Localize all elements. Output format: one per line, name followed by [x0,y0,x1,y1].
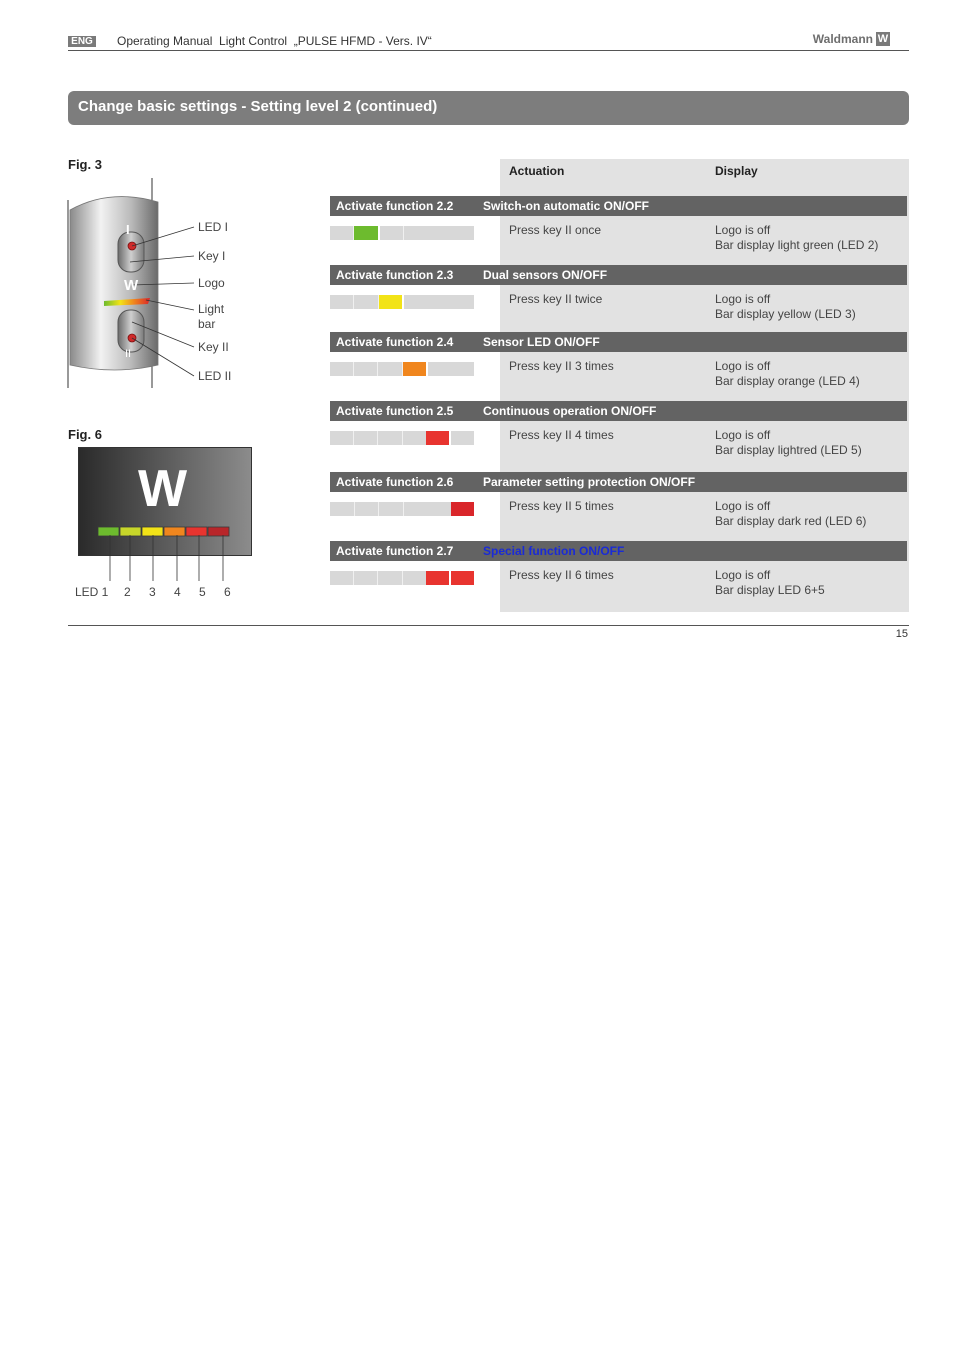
function-number: Activate function 2.4 [336,335,454,349]
control-unit-illustration [60,170,260,395]
led-segment-6 [451,226,474,240]
key1-symbol: I [126,222,130,237]
function-header-bar [330,196,907,216]
led-segment-6 [451,502,475,516]
fig6-led-label-5: 5 [199,585,206,599]
led-segment-3 [380,226,404,240]
fig3-diagram [60,170,260,395]
led-segment-6 [451,362,474,376]
fig6-label: Fig. 6 [68,427,102,442]
fig6-led-label-3: 3 [149,585,156,599]
led-segment-1 [330,362,354,376]
led-segment-2 [354,431,378,445]
led-bar-indicator [330,362,474,376]
callout-key2: Key II [198,340,229,354]
fig3-label: Fig. 3 [68,157,102,172]
display-text-line2: Bar display yellow (LED 3) [715,307,856,321]
led-segment-5 [427,226,450,240]
actuation-text: Press key II twice [509,292,603,306]
header-rule [68,50,909,51]
function-name: Special function ON/OFF [483,544,625,558]
led-segment-1 [330,226,354,240]
section-title: Change basic settings - Setting level 2 (continued) [78,98,438,115]
page-number: 15 [895,628,908,640]
logo-symbol: W [124,277,139,294]
fig6-leader-lines [78,535,252,585]
led-bar-indicator [330,295,474,309]
fig6-logo-symbol: W [138,460,188,518]
display-text-line1: Logo is off [715,359,771,373]
led-segment-5 [426,431,451,445]
led-segment-4 [404,502,428,516]
led-segment-3 [378,571,402,585]
callout-light-bar-line1: Light [198,302,225,316]
column-header-actuation: Actuation [509,164,565,178]
fig6-led-label-4: 4 [174,585,181,599]
led-segment-4 [404,295,427,309]
actuation-text: Press key II 4 times [509,428,614,442]
led-segment-5 [427,295,450,309]
fig6-led-label-6: 6 [224,585,231,599]
function-name: Switch-on automatic ON/OFF [483,199,650,213]
actuation-text: Press key II 6 times [509,568,614,582]
led-segment-3 [379,295,404,309]
function-name: Sensor LED ON/OFF [483,335,600,349]
function-header-bar [330,332,907,352]
column-header-display: Display [715,164,758,178]
function-header-bar [330,265,907,285]
function-header-bar [330,401,907,421]
function-name: Dual sensors ON/OFF [483,268,608,282]
callout-led1: LED I [198,220,229,234]
led-segment-1 [330,431,354,445]
display-text-line1: Logo is off [715,499,771,513]
key2-symbol: II [125,348,132,360]
display-text-line2: Bar display lightred (LED 5) [715,443,862,457]
actuation-text: Press key II 3 times [509,359,614,373]
fig6-led-label-1: LED 1 [75,585,109,599]
led-segment-3 [379,502,404,516]
led-segment-1 [330,571,354,585]
led-segment-3 [378,431,402,445]
led-segment-4 [403,362,428,376]
brand-name: Waldmann [812,32,873,46]
callout-light-bar [198,302,224,332]
footer-rule [68,625,909,626]
led-segment-6 [451,571,474,585]
led-segment-6 [451,431,474,445]
led-bar-indicator [330,431,474,445]
brand [813,32,890,46]
display-text-line2: Bar display dark red (LED 6) [715,514,867,528]
fig6-led-label-2: 2 [124,585,131,599]
led-segment-2 [354,362,378,376]
led-segment-2 [354,295,378,309]
led-segment-2 [355,502,380,516]
display-text-line1: Logo is off [715,428,771,442]
language-badge: ENG [68,36,96,47]
led-segment-3 [378,362,402,376]
display-text-line2: Bar display LED 6+5 [715,583,825,597]
function-number: Activate function 2.3 [336,268,454,282]
led-bar-indicator [330,226,474,240]
led-segment-4 [404,226,427,240]
led-bar-indicator [330,502,474,516]
led-segment-2 [354,226,379,240]
actuation-text: Press key II 5 times [509,499,614,513]
led-segment-4 [403,431,426,445]
callout-logo: Logo [198,276,225,290]
display-text-line1: Logo is off [715,223,771,237]
led-segment-6 [451,295,474,309]
document-title: Operating Manual Light Control „PULSE HFMD - Vers. IV“ [117,34,432,48]
led-segment-2 [354,571,378,585]
led-bar-indicator [330,571,474,585]
callout-led2: LED II [198,369,232,383]
function-name: Continuous operation ON/OFF [483,404,657,418]
led-segment-5 [427,502,451,516]
function-number: Activate function 2.6 [336,475,454,489]
display-text-line2: Bar display orange (LED 4) [715,374,860,388]
display-text-line1: Logo is off [715,568,771,582]
section-banner [68,91,909,125]
led-segment-1 [330,295,354,309]
callout-light-bar-line2: bar [198,317,216,331]
function-header-bar [330,541,907,561]
function-number: Activate function 2.5 [336,404,454,418]
brand-logo-icon: W [877,33,889,45]
callout-key1: Key I [198,249,226,263]
function-number: Activate function 2.7 [336,544,454,558]
display-text-line2: Bar display light green (LED 2) [715,238,879,252]
led-segment-5 [426,571,451,585]
display-text-line1: Logo is off [715,292,771,306]
led-segment-5 [428,362,451,376]
function-header-bar [330,472,907,492]
function-name: Parameter setting protection ON/OFF [483,475,696,489]
led-segment-4 [403,571,426,585]
led-segment-1 [330,502,355,516]
function-number: Activate function 2.2 [336,199,454,213]
actuation-text: Press key II once [509,223,602,237]
